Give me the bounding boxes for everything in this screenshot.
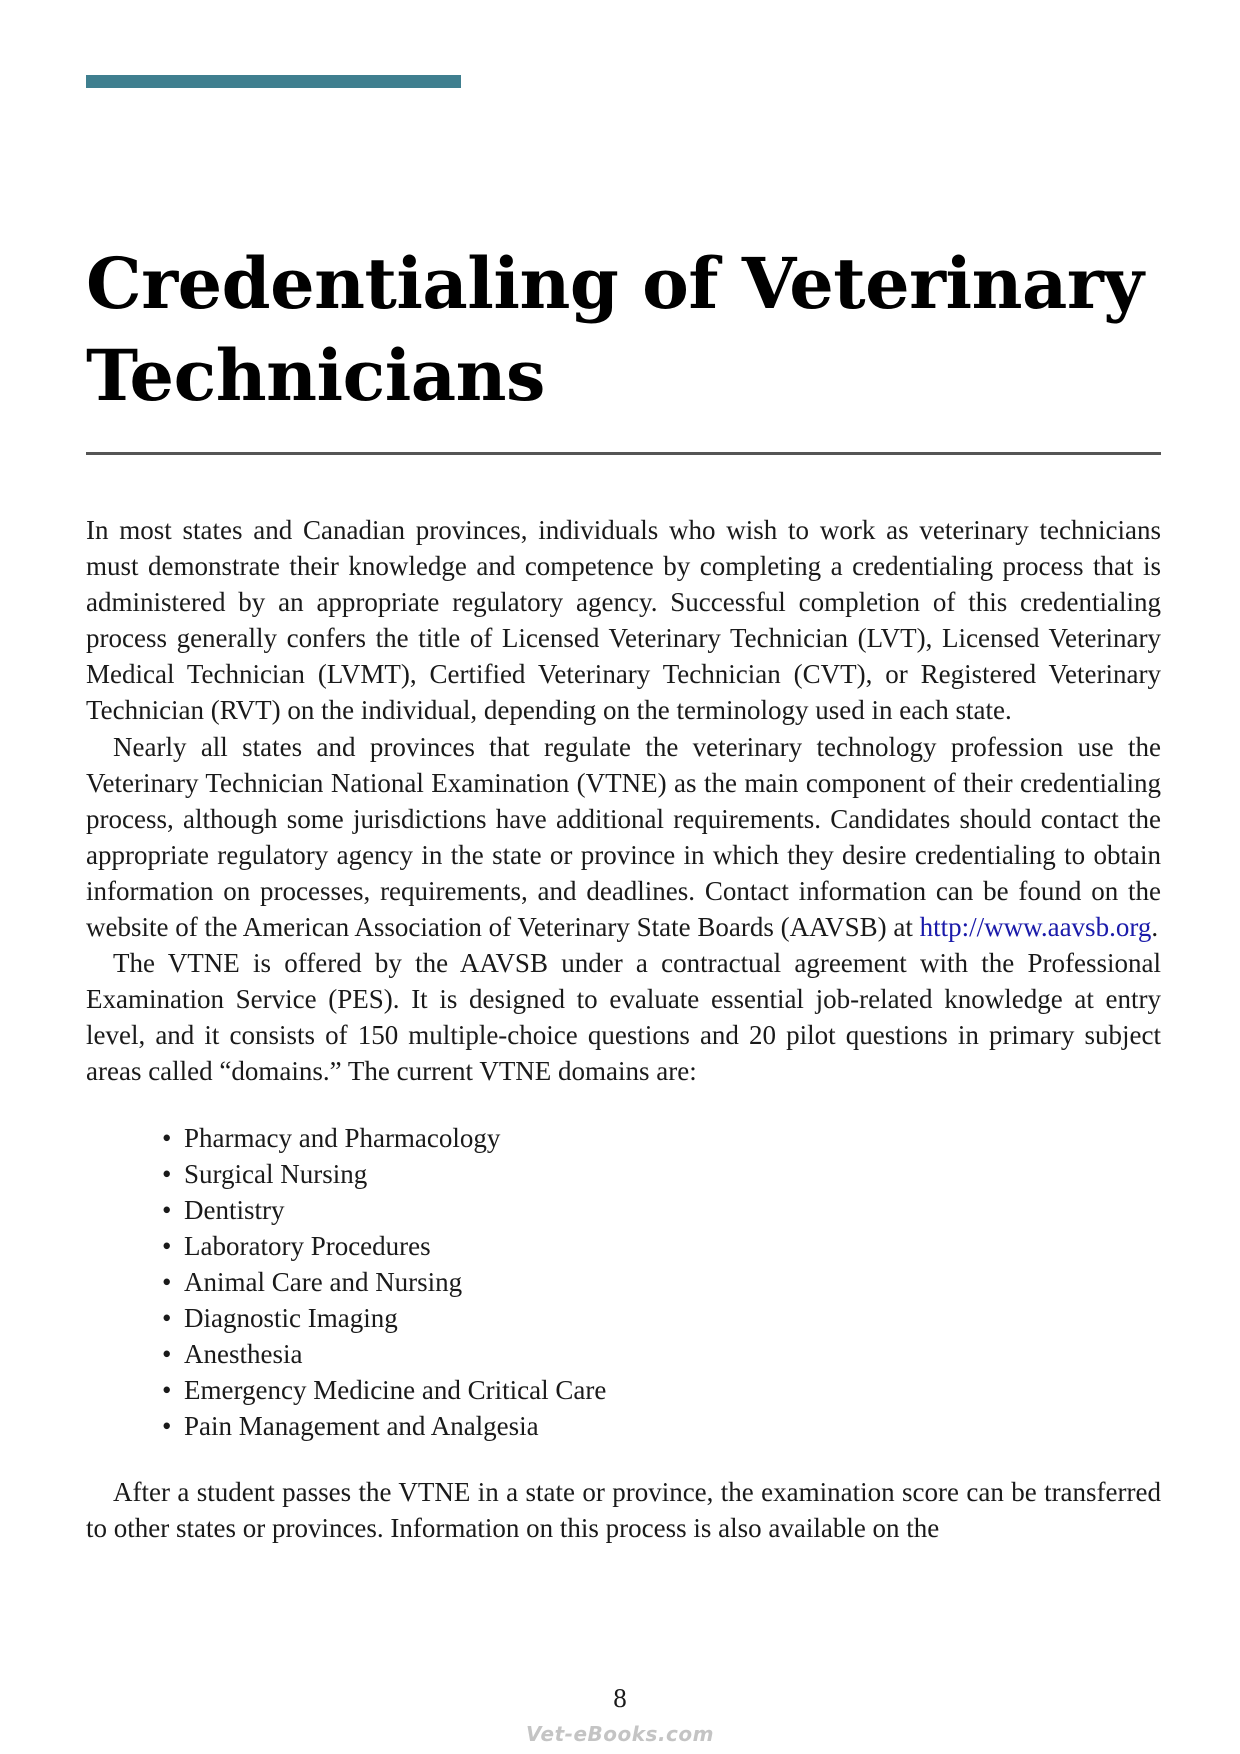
domain-list-item: • Surgical Nursing (162, 1156, 1161, 1192)
domain-list-item: • Dentistry (162, 1192, 1161, 1228)
paragraph-score-transfer: After a student passes the VTNE in a state or province, the examination score can be transferred to other states or provinces. Information on this process is also available on the (86, 1477, 1161, 1544)
domain-list-item: • Anesthesia (162, 1336, 1161, 1372)
paragraph-vtne-domains-intro: The VTNE is offered by the AAVSB under a contractual agreement with the Professional Examination Service (PES). It is designed to evaluate essential job-related knowledge at entry level, and it consists of 150 multiple-choice questions and 20 pilot questions in primary subject areas called “domains.” The current VTNE domains are: (86, 948, 1161, 1087)
domain-list-item: • Pain Management and Analgesia (162, 1408, 1161, 1444)
domain-list-item: • Laboratory Procedures (162, 1228, 1161, 1264)
vtne-domain-list (86, 1120, 1161, 1445)
body-text (86, 512, 1161, 1547)
paragraph-credentialing-intro: In most states and Canadian provinces, individuals who wish to work as veterinary technicians must demonstrate their knowledge and competence by completing a credentialing process that is administered by an appropriate regulatory agency. Successful completion of this credentialing process generally confers the title of Licensed Veterinary Technician (LVT), Licensed Veterinary Medical Technician (LVMT), Certified Veterinary Technician (CVT), or Registered Veterinary Technician (RVT) on the individual, depending on the terminology used in each state. (86, 515, 1161, 726)
aavsb-link[interactable]: http://www.aavsb.org (919, 912, 1152, 943)
watermark: Vet-eBooks.com (526, 1722, 714, 1746)
paragraph-vtne-overview (86, 729, 1161, 946)
page-number: 8 (613, 1683, 627, 1713)
domain-list-item: • Diagnostic Imaging (162, 1300, 1161, 1336)
paragraph-vtne-overview-end: . (1151, 912, 1159, 943)
domain-list-item: • Pharmacy and Pharmacology (162, 1120, 1161, 1156)
paragraph-vtne-overview-text: Nearly all states and provinces that regulate the veterinary technology profession use the Veterinary Technician National Examination (VTNE) as the main component of their credentialing process, although some jurisdictions have additional requirements. Candidates should contact the appropriate regulatory agency in the state or province in which they desire credentialing to obtain information on processes, requirements, and deadlines. Contact information can be found on the website of the American Association of Veterinary State Boards (AAVSB) at (86, 731, 1161, 943)
chapter-title: Credentialing of Veterinary Technicians (86, 242, 1144, 417)
domain-list-item: • Emergency Medicine and Critical Care (162, 1372, 1161, 1408)
domain-list-item: • Animal Care and Nursing (162, 1264, 1161, 1300)
top-accent-bar (86, 75, 461, 88)
title-divider (86, 452, 1161, 455)
